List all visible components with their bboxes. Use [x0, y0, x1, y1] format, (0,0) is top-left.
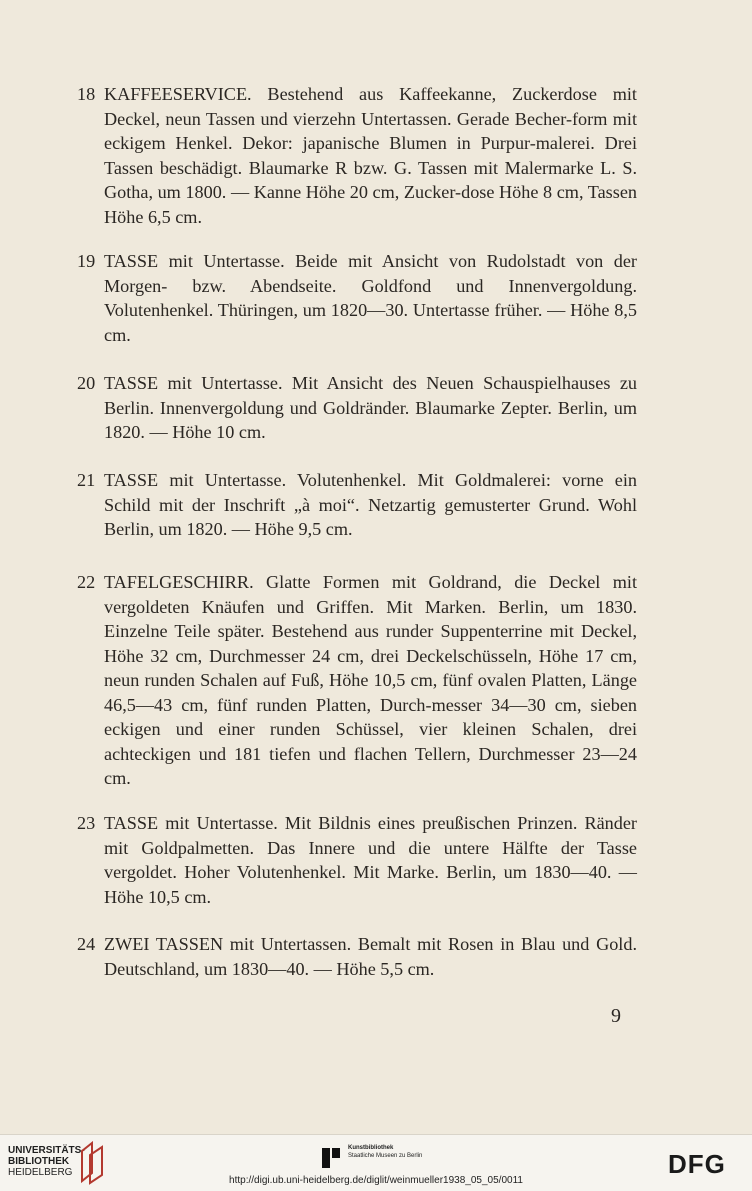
- entry-text: TASSE mit Untertasse. Mit Ansicht des Neuen Schauspielhauses zu Berlin. Innenvergoldung und Goldränder. Blaumarke Zepter. Berlin, um 1820. — Höhe 10 cm.: [104, 373, 637, 442]
- catalog-entry-23: [77, 811, 637, 909]
- entry-number: 19: [77, 251, 96, 271]
- entry-number: 22: [77, 572, 96, 592]
- entry-text: TASSE mit Untertasse. Volutenhenkel. Mit Goldmalerei: vorne ein Schild mit der Inschrift „à moi“. Netzartig gemusterter Grund. Wohl Berlin, um 1820. — Höhe 9,5 cm.: [104, 470, 637, 539]
- entry-number: 21: [77, 470, 96, 490]
- entry-number: 23: [77, 813, 96, 833]
- source-url-link[interactable]: http://digi.ub.uni-heidelberg.de/diglit/weinmueller1938_05_05/0011: [229, 1175, 523, 1186]
- entry-number: 18: [77, 84, 96, 104]
- dfg-logo: DFG: [668, 1149, 726, 1179]
- kunstbibliothek-logo-icon: [320, 1146, 342, 1170]
- ub-line-1: UNIVERSITÄTS-: [8, 1145, 85, 1156]
- catalog-entry-20: [77, 371, 637, 445]
- kunstbibliothek-label: [348, 1144, 422, 1160]
- catalog-entry-21: [77, 468, 637, 542]
- entry-number: 20: [77, 373, 96, 393]
- catalog-entry-19: [77, 249, 637, 347]
- ub-line-2: BIBLIOTHEK: [8, 1156, 70, 1167]
- entry-number: 24: [77, 934, 96, 954]
- digitization-footer: [0, 1134, 752, 1191]
- kunstbibliothek-subtitle: Staatliche Museen zu Berlin: [348, 1153, 423, 1159]
- kunstbibliothek-title: Kunstbibliothek: [348, 1145, 394, 1151]
- ub-line-3: HEIDELBERG: [8, 1167, 73, 1178]
- entry-text: ZWEI TASSEN mit Untertassen. Bemalt mit Rosen in Blau und Gold. Deutschland, um 1830—40. — Höhe 5,5 cm.: [104, 934, 637, 979]
- catalog-entry-24: [77, 932, 637, 981]
- entry-text: TASSE mit Untertasse. Mit Bildnis eines preußischen Prinzen. Ränder mit Goldpalmetten. Das Innere und die untere Hälfte der Tasse vergoldet. Hoher Volutenhenkel. Mit Marke. Berlin, um 1830—40. — Höhe 10,5 cm.: [104, 813, 637, 907]
- catalog-entry-22: [77, 570, 637, 791]
- entry-text: KAFFEESERVICE. Bestehend aus Kaffeekanne, Zuckerdose mit Deckel, neun Tassen und vierzehn Untertassen. Gerade Becher-form mit eckigem Henkel. Dekor: japanische Blumen in Purpur-malerei. Drei Tassen beschädigt. Blaumarke R bzw. G. Tassen mit Malermarke L. S. Gotha, um 1800. — Kanne Höhe 20 cm, Zucker-dose Höhe 8 cm, Tassen Höhe 6,5 cm.: [104, 84, 637, 227]
- catalog-entry-18: [77, 82, 637, 229]
- entry-text: TAFELGESCHIRR. Glatte Formen mit Goldrand, die Deckel mit vergoldeten Knäufen und Griffen. Mit Marken. Berlin, um 1830. Einzelne Teile später. Bestehend aus runder Suppenterrine mit Deckel, Höhe 32 cm, Durchmesser 24 cm, drei Deckelschüsseln, Höhe 17 cm, neun runden Schalen auf Fuß, Höhe 10,5 cm, fünf ovalen Platten, Länge 46,5—43 cm, fünf runden Platten, Durch-messer 34—30 cm, sieben eckigen und einer runden Schüssel, vier kleinen Schalen, drei achteckigen und 181 tiefen und flachen Tellern, Durchmesser 23—24 cm.: [104, 572, 637, 788]
- university-library-label: [8, 1145, 85, 1178]
- page-number: 9: [611, 1005, 621, 1027]
- entry-text: TASSE mit Untertasse. Beide mit Ansicht von Rudolstadt von der Morgen- bzw. Abendseite. Goldfond und Innenvergoldung. Volutenhenkel. Thüringen, um 1820—30. Untertasse früher. — Höhe 8,5 cm.: [104, 251, 637, 345]
